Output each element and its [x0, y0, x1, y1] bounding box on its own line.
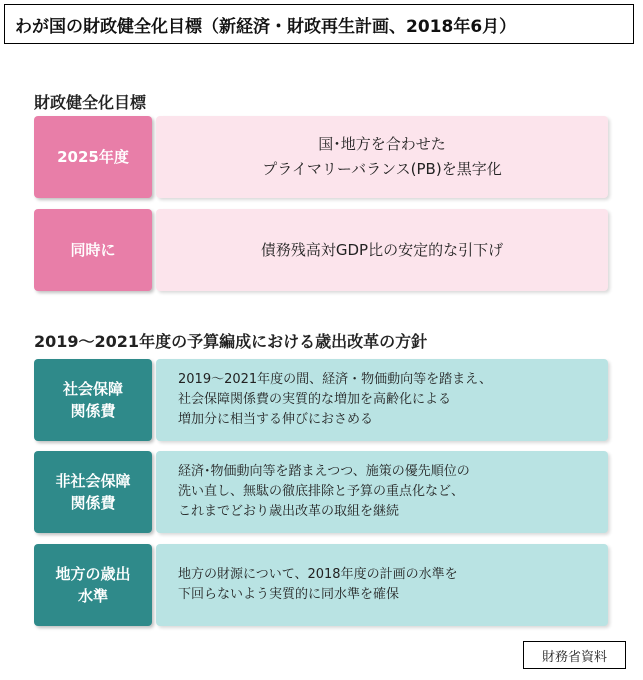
policy-content-line: 2019～2021年度の間、経済・物価動向等を踏まえ、: [178, 372, 492, 387]
policy-label-line: 社会保障: [62, 380, 123, 398]
policy-label-line: 関係費: [70, 402, 116, 420]
target-content-line: 国･地方を合わせた: [318, 135, 446, 153]
policy-content-line: 増加分に相当する伸びにおさめる: [178, 412, 374, 427]
source-note: 財務省資料: [523, 641, 626, 669]
policy-label-line: 水準: [77, 587, 108, 605]
policy-row-local-expenditure: [34, 544, 608, 626]
policy-content: [156, 451, 608, 533]
target-label: [34, 116, 152, 198]
policy-content: [156, 359, 608, 441]
policy-label-line: 地方の歳出: [55, 565, 131, 583]
policy-label: [34, 544, 152, 626]
target-content-line: プライマリーバランス(PB)を黒字化: [262, 160, 502, 178]
target-label: [34, 209, 152, 291]
target-label-line: 2025年度: [57, 148, 129, 166]
target-content: [156, 209, 608, 291]
policy-row-non-social-security: [34, 451, 608, 533]
section-heading-fiscal-target: 財政健全化目標: [34, 93, 147, 112]
policy-content-line: これまでどおり歳出改革の取組を継続: [178, 504, 400, 519]
policy-content-line: 社会保障関係費の実質的な増加を高齢化による: [178, 392, 452, 407]
target-content: [156, 116, 608, 198]
policy-content-line: 地方の財源について、2018年度の計画の水準を: [178, 567, 458, 582]
target-label-line: 同時に: [70, 241, 116, 259]
target-content-line: 債務残高対GDP比の安定的な引下げ: [260, 240, 504, 259]
target-row-simultaneous: [34, 209, 608, 291]
policy-label-line: 関係費: [70, 494, 116, 512]
policy-label: [34, 359, 152, 441]
policy-content-line: 洗い直し、無駄の徹底排除と予算の重点化など、: [178, 484, 465, 499]
policy-content: [156, 544, 608, 626]
policy-label-line: 非社会保障: [55, 472, 131, 490]
figure-title: わが国の財政健全化目標（新経済・財政再生計画、2018年6月）: [4, 4, 634, 44]
section-heading-expenditure-reform: 2019～2021年度の予算編成における歳出改革の方針: [34, 332, 428, 351]
policy-content-line: 経済･物価動向等を踏まえつつ、施策の優先順位の: [178, 464, 470, 479]
policy-content-line: 下回らないよう実質的に同水準を確保: [178, 587, 400, 602]
policy-row-social-security: [34, 359, 608, 441]
policy-label: [34, 451, 152, 533]
target-row-2025: [34, 116, 608, 198]
